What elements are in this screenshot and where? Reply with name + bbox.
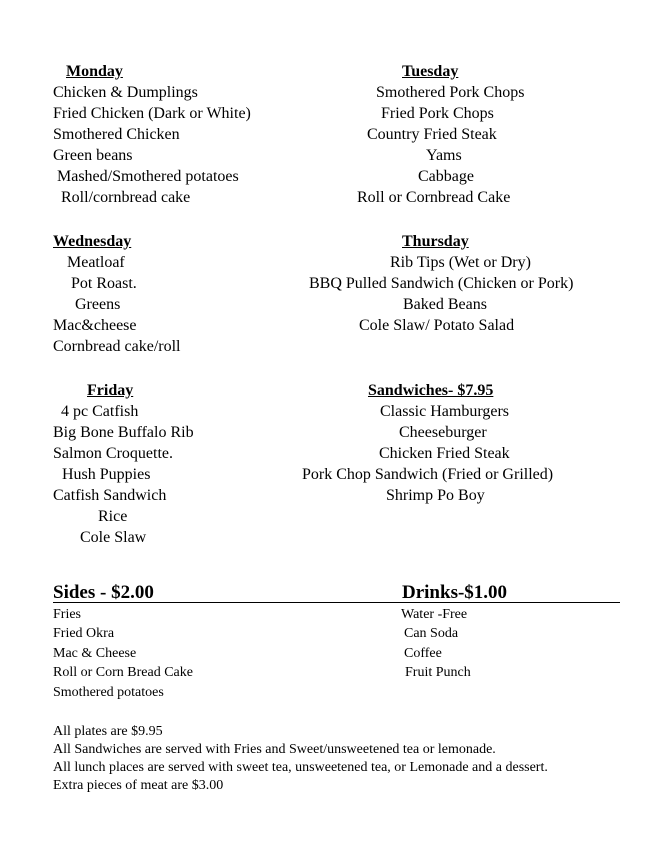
friday-heading: Friday	[87, 382, 134, 399]
wednesday-item: Pot Roast.	[71, 275, 137, 292]
sandwich-item: Shrimp Po Boy	[386, 487, 485, 504]
wednesday-item: Mac&cheese	[53, 317, 137, 334]
tuesday-item: Fried Pork Chops	[381, 105, 494, 122]
thursday-item: Cole Slaw/ Potato Salad	[359, 317, 515, 334]
side-item: Mac & Cheese	[53, 646, 137, 661]
thursday-heading: Thursday	[402, 233, 469, 250]
side-item: Fried Okra	[53, 626, 115, 641]
monday-item: Smothered Chicken	[53, 126, 180, 143]
wednesday-heading: Wednesday	[53, 233, 132, 250]
side-item: Smothered potatoes	[53, 685, 164, 700]
sandwiches-heading: Sandwiches- $7.95	[368, 382, 494, 399]
wednesday-item: Cornbread cake/roll	[53, 338, 181, 355]
friday-item: Catfish Sandwich	[53, 487, 167, 504]
monday-item: Roll/cornbread cake	[53, 189, 191, 206]
note-line: All Sandwiches are served with Fries and Sweet/unsweetened tea or lemonade.	[53, 742, 496, 757]
monday-item: Chicken & Dumplings	[53, 84, 198, 101]
friday-item: Cole Slaw	[80, 529, 147, 546]
note-line: All plates are $9.95	[53, 724, 163, 739]
friday-item: Big Bone Buffalo Rib	[53, 424, 194, 441]
wednesday-item: Greens	[75, 296, 121, 313]
note-line: Extra pieces of meat are $3.00	[53, 778, 224, 793]
thursday-item: Baked Beans	[403, 296, 487, 313]
drink-item: Can Soda	[404, 626, 459, 641]
sandwich-item: Chicken Fried Steak	[379, 445, 510, 462]
friday-item: Salmon Croquette.	[53, 445, 173, 462]
monday-item: Mashed/Smothered potatoes	[53, 168, 239, 185]
monday-item: Fried Chicken (Dark or White)	[53, 105, 251, 122]
tuesday-heading: Tuesday	[402, 63, 459, 80]
tuesday-item: Country Fried Steak	[367, 126, 497, 143]
tuesday-item: Yams	[426, 147, 462, 164]
side-item: Roll or Corn Bread Cake	[53, 665, 193, 680]
sandwich-item: Cheeseburger	[399, 424, 487, 441]
monday-item: Green beans	[53, 147, 133, 164]
friday-item: Hush Puppies	[62, 466, 151, 483]
thursday-item: Rib Tips (Wet or Dry)	[390, 254, 531, 271]
sandwich-item: Pork Chop Sandwich (Fried or Grilled)	[302, 466, 554, 483]
drinks-heading: Drinks-$1.00	[402, 582, 508, 603]
sandwich-item: Classic Hamburgers	[380, 403, 510, 420]
tuesday-item: Cabbage	[418, 168, 474, 185]
monday-heading: Monday	[66, 63, 123, 80]
wednesday-item: Meatloaf	[67, 254, 125, 271]
note-line: All lunch places are served with sweet tea, unsweetened tea, or Lemonade and a dessert.	[53, 760, 548, 775]
drink-item: Coffee	[404, 646, 442, 661]
tuesday-item: Roll or Cornbread Cake	[357, 189, 511, 206]
friday-item: Rice	[98, 508, 128, 525]
side-item: Fries	[53, 607, 81, 622]
drink-item: Water -Free	[401, 607, 468, 622]
section-divider	[53, 602, 620, 603]
thursday-item: BBQ Pulled Sandwich (Chicken or Pork)	[309, 275, 574, 292]
drink-item: Fruit Punch	[405, 665, 471, 680]
tuesday-item: Smothered Pork Chops	[376, 84, 525, 101]
sides-heading: Sides - $2.00	[53, 582, 154, 603]
friday-item: 4 pc Catfish	[61, 403, 139, 420]
